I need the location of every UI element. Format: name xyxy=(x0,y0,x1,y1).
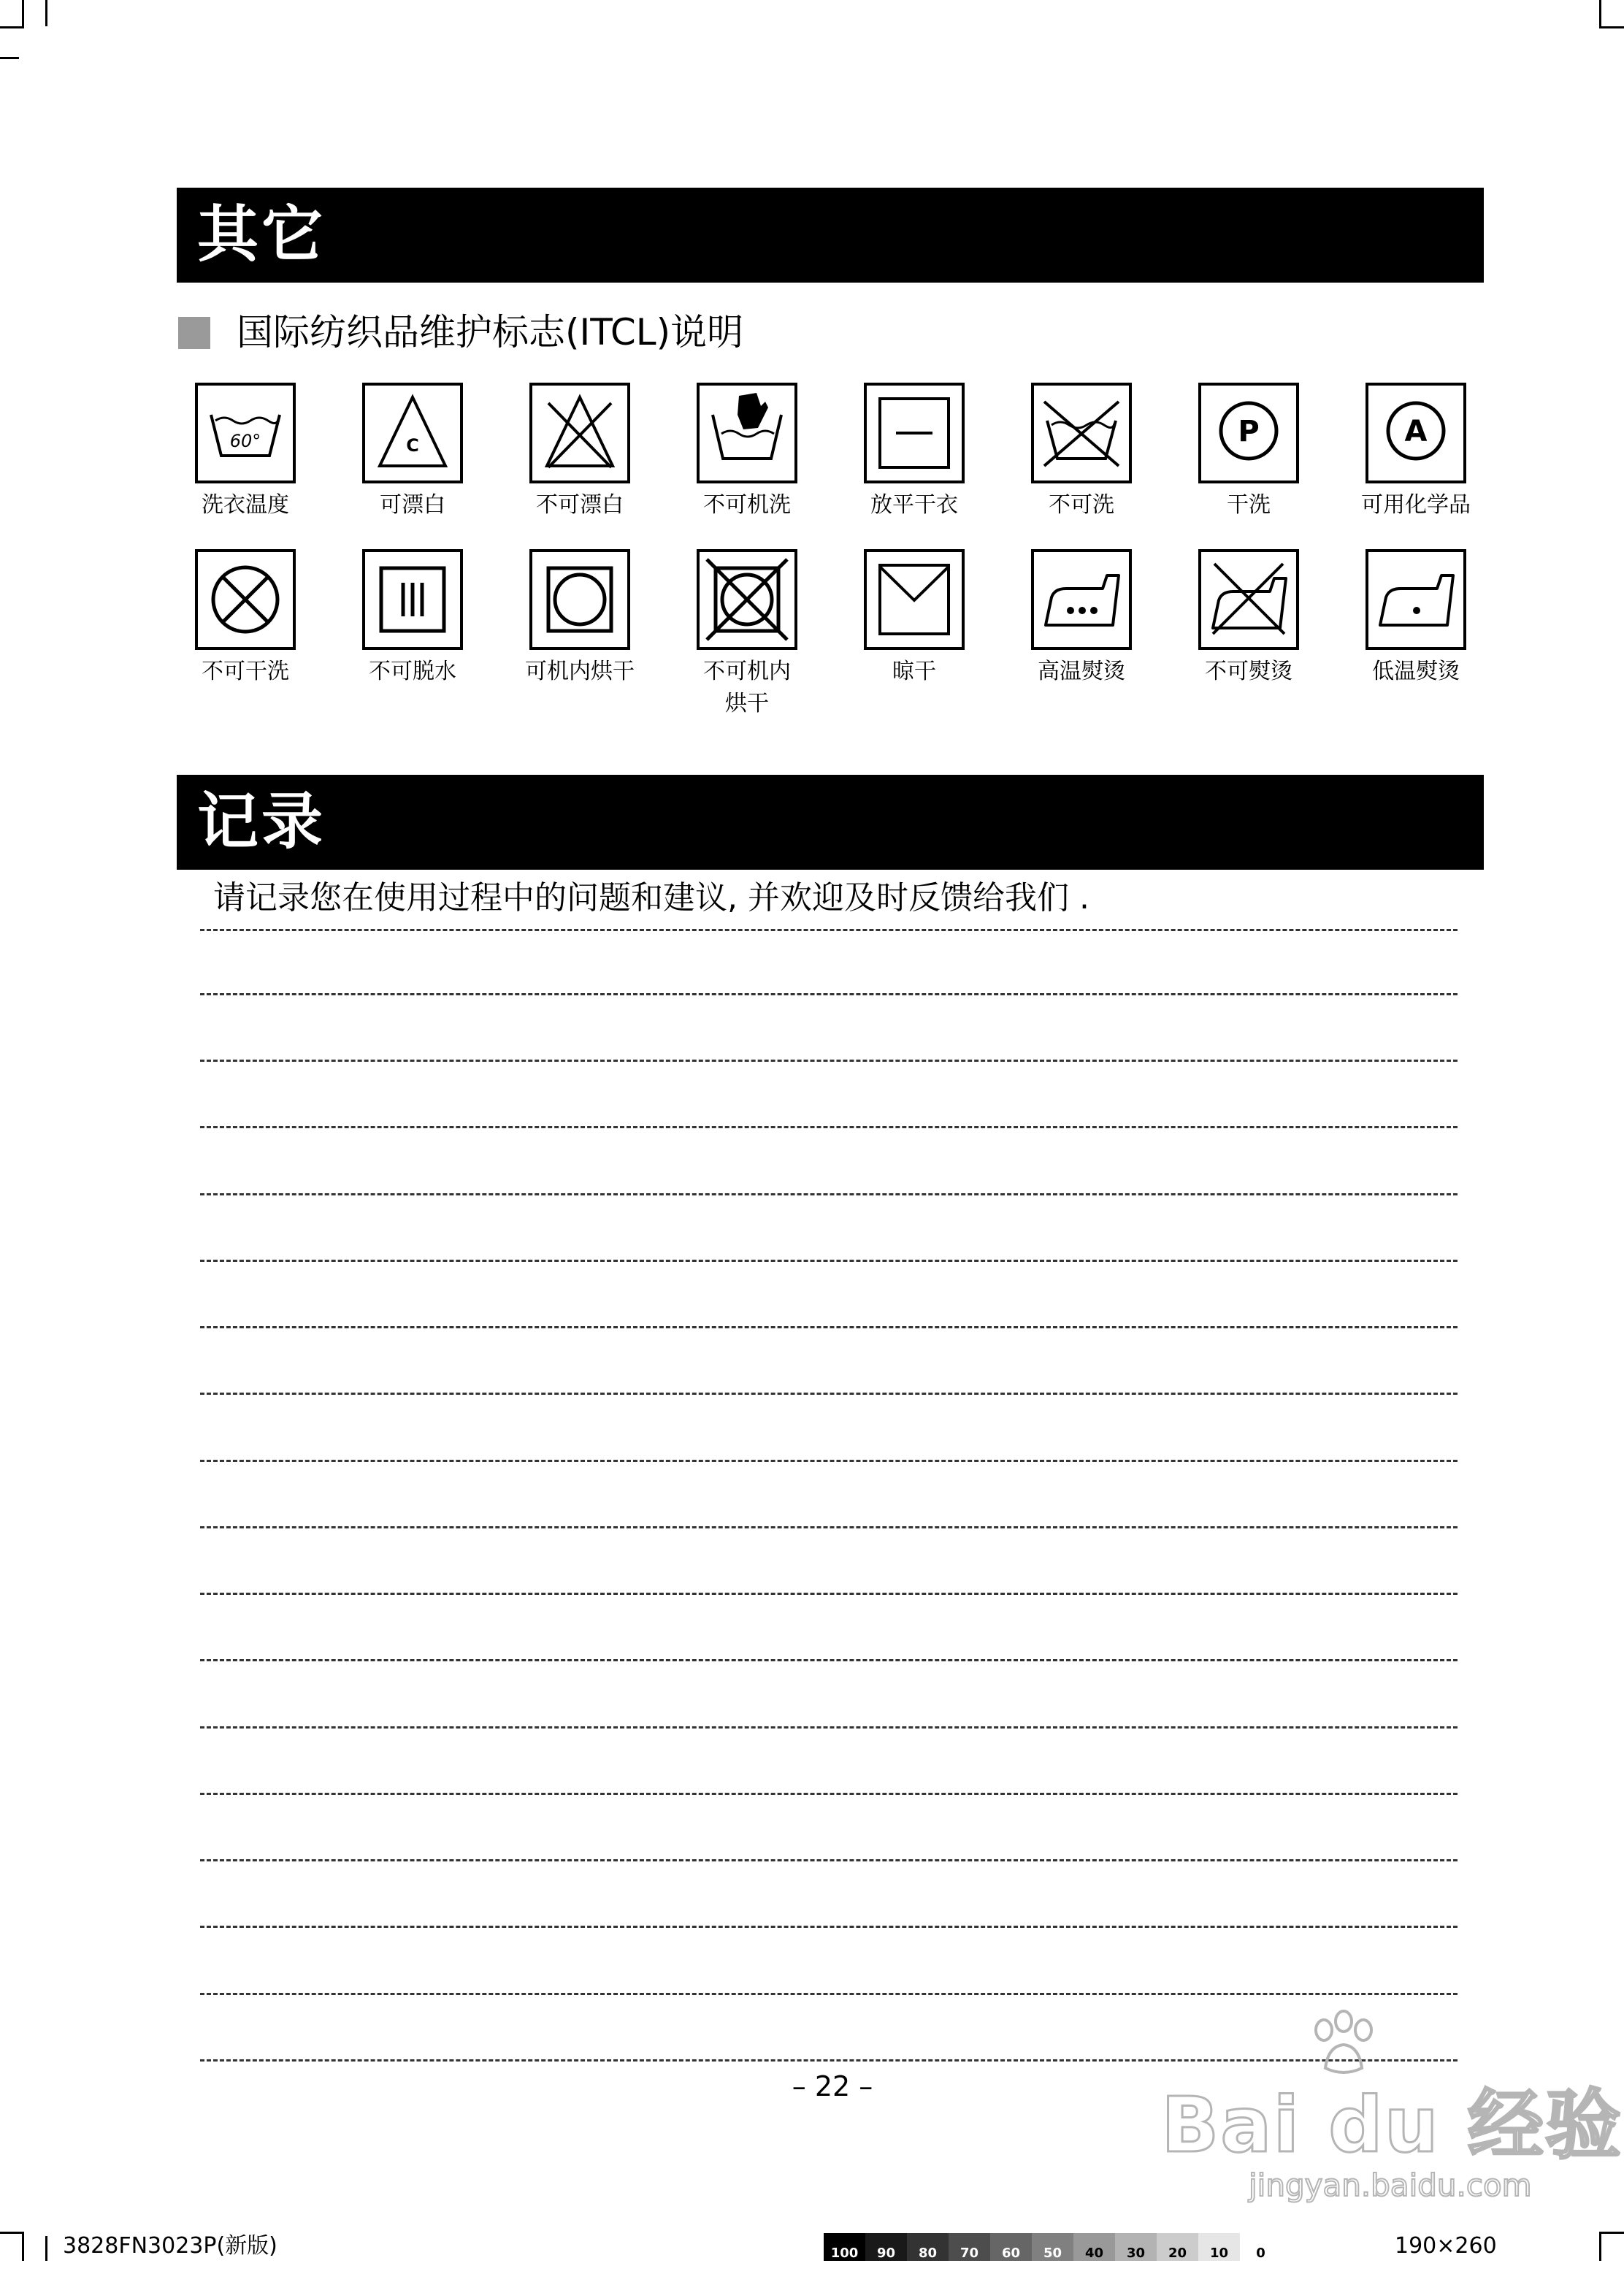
writing-line[interactable] xyxy=(200,1326,1458,1328)
gray-scale-cell: 40 xyxy=(1073,2233,1115,2261)
gray-scale-cell: 80 xyxy=(907,2233,949,2261)
writing-line[interactable] xyxy=(200,929,1458,931)
writing-line[interactable] xyxy=(200,1659,1458,1661)
no-dry-clean-icon xyxy=(198,552,293,647)
dry-clean-letter: A xyxy=(1404,415,1428,448)
writing-line[interactable] xyxy=(200,1593,1458,1595)
care-symbol-label: 不可洗 xyxy=(1049,492,1114,518)
care-symbol-label: 洗衣温度 xyxy=(202,492,289,518)
bullet-square-icon xyxy=(178,317,210,349)
writing-line[interactable] xyxy=(200,1260,1458,1262)
writing-line[interactable] xyxy=(200,1726,1458,1729)
line-dry-icon xyxy=(867,552,962,647)
dry-clean-letter: P xyxy=(1238,415,1260,448)
section-header-record xyxy=(177,775,1484,870)
gray-scale-strip xyxy=(824,2233,1282,2261)
gray-scale-cell: 90 xyxy=(865,2233,907,2261)
crop-mark xyxy=(22,2232,24,2261)
crop-mark xyxy=(45,0,47,26)
care-symbol-label: 晾干 xyxy=(892,659,936,684)
crop-mark xyxy=(22,0,24,28)
dry-clean-p-icon xyxy=(1201,386,1296,481)
document-size: 190×260 xyxy=(1395,2233,1497,2259)
wash-temp-text: 60° xyxy=(229,431,261,451)
writing-line[interactable] xyxy=(200,1393,1458,1395)
care-symbol-label: 干洗 xyxy=(1227,492,1271,518)
care-symbol-label: 高温熨烫 xyxy=(1038,659,1125,684)
crop-mark xyxy=(0,26,22,28)
care-symbol-label: 可用化学品 xyxy=(1361,492,1471,518)
writing-line[interactable] xyxy=(200,1859,1458,1861)
watermark-brand: Bai du 经验 xyxy=(1161,2080,1623,2170)
care-symbol-label: 不可干洗 xyxy=(202,659,289,684)
writing-line[interactable] xyxy=(200,1926,1458,1928)
crop-mark xyxy=(1599,0,1601,28)
iron-high-icon xyxy=(1034,552,1129,647)
care-symbol-label: 不可机洗 xyxy=(703,492,791,518)
crop-mark xyxy=(1599,2232,1624,2234)
page-number: – 22 – xyxy=(792,2070,873,2102)
writing-line[interactable] xyxy=(200,1193,1458,1195)
document-code: 3828FN3023P(新版) xyxy=(63,2233,277,2259)
section-title: 其它 xyxy=(197,199,326,270)
care-symbol-label: 低温熨烫 xyxy=(1372,659,1460,684)
no-wash-icon xyxy=(1034,386,1129,481)
gray-scale-cell: 50 xyxy=(1032,2233,1073,2261)
bleach-letter: C xyxy=(406,435,419,456)
wash-60-icon xyxy=(198,386,293,481)
no-iron-icon xyxy=(1201,552,1296,647)
writing-line[interactable] xyxy=(200,1460,1458,1462)
gray-scale-cell: 70 xyxy=(949,2233,990,2261)
no-machine-wash-icon xyxy=(700,386,794,481)
no-wring-icon xyxy=(365,552,460,647)
crop-mark xyxy=(0,57,19,59)
section-header-other xyxy=(177,188,1484,283)
no-bleach-icon xyxy=(532,386,627,481)
watermark-site: jingyan.baidu.com xyxy=(1249,2167,1532,2203)
gray-scale-cell: 30 xyxy=(1115,2233,1157,2261)
gray-scale-cell: 0 xyxy=(1240,2233,1282,2261)
bleach-icon xyxy=(365,386,460,481)
dry-clean-a-icon xyxy=(1368,386,1463,481)
care-symbol-label: 放平干衣 xyxy=(870,492,958,518)
crop-mark xyxy=(1599,26,1624,28)
care-symbol-label: 不可机内 烘干 xyxy=(703,659,791,716)
crop-mark xyxy=(0,2232,22,2234)
itcl-heading-text: 国际纺织品维护标志(ITCL)说明 xyxy=(237,311,744,353)
section-title: 记录 xyxy=(197,786,326,857)
gray-scale-cell: 10 xyxy=(1198,2233,1240,2261)
writing-line[interactable] xyxy=(200,1126,1458,1128)
paw-logo-icon xyxy=(1303,2008,1384,2081)
record-intro-text: 请记录您在使用过程中的问题和建议, 并欢迎及时反馈给我们 . xyxy=(213,879,1089,916)
gray-scale-cell: 20 xyxy=(1157,2233,1198,2261)
dry-flat-icon xyxy=(867,386,962,481)
care-symbol-label: 可漂白 xyxy=(380,492,445,518)
gray-scale-cell: 60 xyxy=(990,2233,1032,2261)
crop-mark xyxy=(45,2236,47,2261)
baidu-watermark xyxy=(1154,2008,1623,2213)
care-symbol-label: 不可脱水 xyxy=(369,659,456,684)
writing-line[interactable] xyxy=(200,993,1458,995)
care-symbol-label: 不可漂白 xyxy=(536,492,624,518)
writing-line[interactable] xyxy=(200,1793,1458,1795)
gray-scale-cell: 100 xyxy=(824,2233,865,2261)
crop-mark xyxy=(1599,2232,1601,2261)
writing-line[interactable] xyxy=(200,1526,1458,1528)
tumble-dry-icon xyxy=(532,552,627,647)
care-symbol-label: 不可熨烫 xyxy=(1205,659,1292,684)
care-symbol-label: 可机内烘干 xyxy=(525,659,635,684)
no-tumble-dry-icon xyxy=(700,552,794,647)
writing-line[interactable] xyxy=(200,1993,1458,1995)
iron-low-icon xyxy=(1368,552,1463,647)
writing-line[interactable] xyxy=(200,1060,1458,1062)
